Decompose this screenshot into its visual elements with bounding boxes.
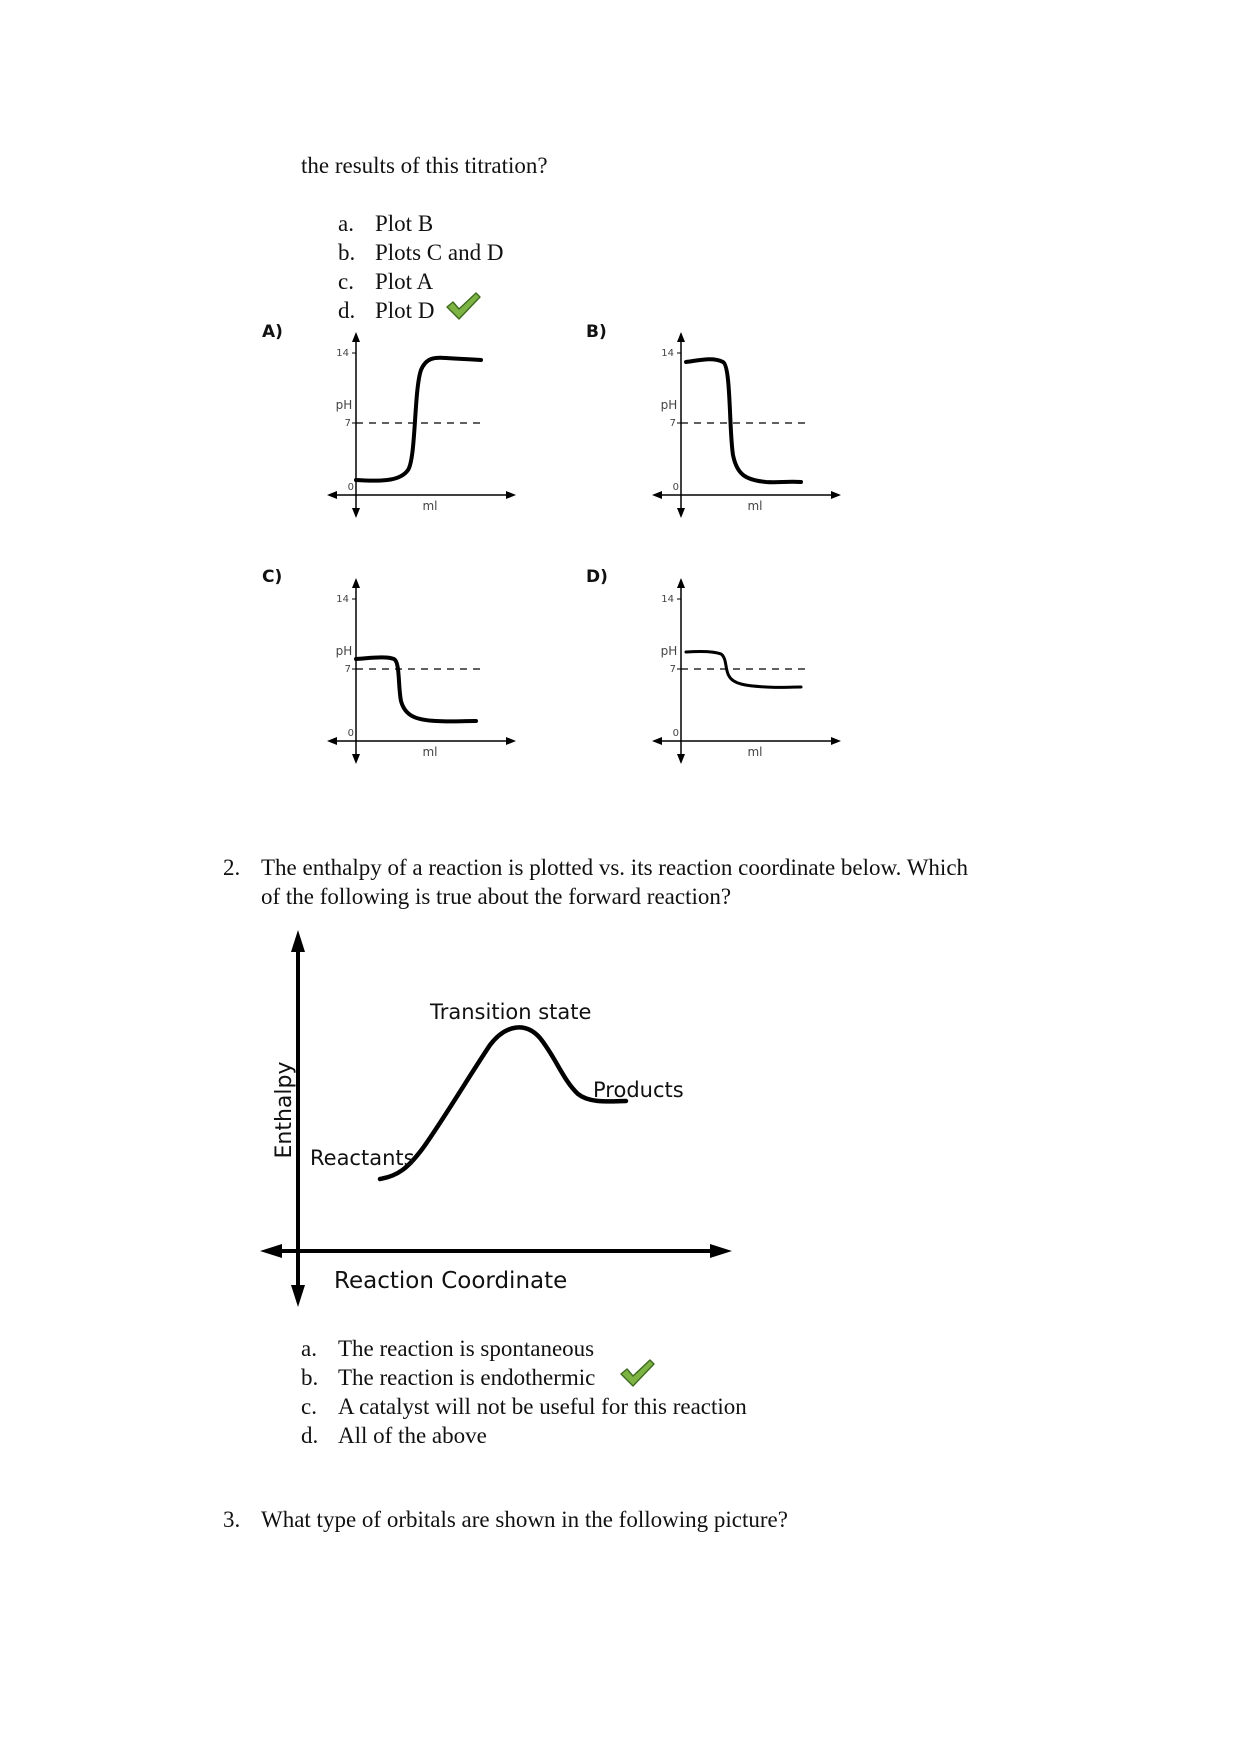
q2-option-letter: a. <box>301 1336 317 1361</box>
reaction-coordinate-label: Reaction Coordinate <box>334 1268 568 1294</box>
enthalpy-axis-arrow-up <box>291 930 305 952</box>
q2-option-c <box>301 1392 747 1421</box>
q1-option-text: Plot B <box>375 211 434 236</box>
titration-curve <box>356 358 481 481</box>
q1-option-letter: c. <box>338 269 354 294</box>
q2-option-text: The reaction is spontaneous <box>338 1336 595 1361</box>
q1-option-c <box>338 267 433 296</box>
y-axis-arrow-down <box>352 754 360 764</box>
y-tick-0: 0 <box>672 728 679 739</box>
x-axis-arrow-right <box>506 737 516 745</box>
q2-option-letter: b. <box>301 1365 319 1390</box>
y-tick-0: 0 <box>347 728 354 739</box>
enthalpy-axis-label: Enthalpy <box>272 1061 297 1159</box>
y-tick-7: 7 <box>344 664 351 675</box>
y-axis-label: pH <box>335 644 353 658</box>
q1-option-text: Plot D <box>375 298 435 323</box>
q1-option-letter: a. <box>338 211 354 236</box>
axis-arrow-left <box>260 1244 282 1258</box>
y-tick-14: 14 <box>661 594 674 605</box>
reactants-label: Reactants <box>310 1146 415 1170</box>
y-axis-label: pH <box>660 644 678 658</box>
y-axis-arrow-down <box>352 508 360 518</box>
x-axis-arrow-right <box>831 491 841 499</box>
q1-option-text: Plots C and D <box>375 240 504 265</box>
q2-option-text: The reaction is endothermic <box>338 1365 596 1390</box>
q2-option-letter: c. <box>301 1394 317 1419</box>
x-axis-label: ml <box>422 499 438 513</box>
y-tick-0: 0 <box>672 482 679 493</box>
enthalpy-diagram <box>258 930 738 1310</box>
q2-stem-line2: of the following is true about the forward reaction? <box>261 884 732 909</box>
q1-option-a <box>338 209 433 238</box>
q2-option-letter: d. <box>301 1423 319 1448</box>
x-axis-arrow-left <box>652 737 662 745</box>
x-axis-label: ml <box>747 745 763 759</box>
x-axis-arrow-left <box>652 491 662 499</box>
x-axis-arrow-left <box>327 491 337 499</box>
plot-d-label: D) <box>586 567 608 587</box>
q2-option-text: A catalyst will not be useful for this reaction <box>338 1394 747 1419</box>
y-tick-14: 14 <box>336 594 349 605</box>
y-axis-arrow-down <box>677 754 685 764</box>
q2-option-a <box>301 1334 594 1363</box>
q1-stem-tail: the results of this titration? <box>301 153 548 178</box>
checkmark-icon <box>619 1358 655 1388</box>
products-label: Products <box>593 1078 684 1102</box>
y-axis-label: pH <box>335 398 353 412</box>
plot-c <box>326 576 526 766</box>
y-tick-14: 14 <box>336 348 349 359</box>
y-tick-0: 0 <box>347 482 354 493</box>
plot-c-label: C) <box>262 567 283 587</box>
y-axis-arrow-up <box>677 332 685 342</box>
y-axis-label: pH <box>660 398 678 412</box>
y-axis-arrow-up <box>352 332 360 342</box>
x-axis-label: ml <box>747 499 763 513</box>
q1-option-letter: b. <box>338 240 356 265</box>
q2-option-text: All of the above <box>338 1423 487 1448</box>
titration-curve <box>686 651 801 687</box>
q2-stem-line1: The enthalpy of a reaction is plotted vs. its reaction coordinate below. Which <box>261 855 969 880</box>
y-tick-7: 7 <box>344 418 351 429</box>
plot-a-label: A) <box>262 322 283 342</box>
x-axis-arrow-left <box>327 737 337 745</box>
y-tick-14: 14 <box>661 348 674 359</box>
checkmark-icon <box>445 291 481 321</box>
y-axis-arrow-down <box>677 508 685 518</box>
x-axis-arrow-right <box>506 491 516 499</box>
titration-curve <box>686 359 801 482</box>
q2-option-d <box>301 1421 487 1450</box>
axis-arrow-right <box>710 1244 732 1258</box>
titration-curve <box>356 657 476 721</box>
q1-option-d <box>338 296 434 325</box>
plot-b <box>651 330 851 520</box>
x-axis-label: ml <box>422 745 438 759</box>
q3-stem: What type of orbitals are shown in the following picture? <box>261 1507 788 1532</box>
transition-state-label: Transition state <box>430 1000 592 1024</box>
q2-number: 2. <box>223 855 241 880</box>
plot-b-label: B) <box>586 322 607 342</box>
y-tick-7: 7 <box>669 418 676 429</box>
y-axis-arrow-up <box>677 578 685 588</box>
q1-option-text: Plot A <box>375 269 434 294</box>
q3-number: 3. <box>223 1507 241 1532</box>
q1-option-letter: d. <box>338 298 356 323</box>
q2-option-b <box>301 1363 595 1392</box>
y-tick-7: 7 <box>669 664 676 675</box>
enthalpy-axis-arrow-down <box>291 1285 305 1307</box>
x-axis-arrow-right <box>831 737 841 745</box>
q1-option-b <box>338 238 503 267</box>
plot-d <box>651 576 851 766</box>
plot-a <box>326 330 526 520</box>
reaction-curve <box>380 1027 626 1179</box>
y-axis-arrow-up <box>352 578 360 588</box>
